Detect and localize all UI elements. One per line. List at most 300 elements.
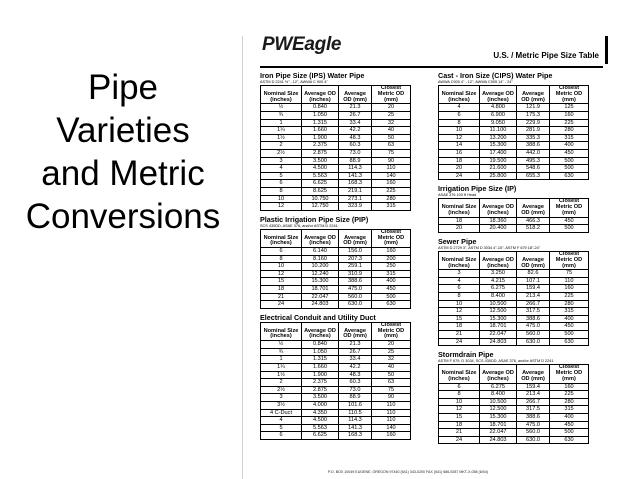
- table-cell: 168.3: [339, 180, 372, 188]
- table-cell: ¾: [261, 111, 302, 119]
- table-row: [439, 315, 589, 323]
- table-cell: 8: [439, 293, 480, 301]
- column-header: Closest Metric OD (mm): [550, 365, 589, 383]
- table-cell: 273.1: [339, 195, 372, 203]
- table-cell: 114.3: [339, 417, 372, 425]
- table-cell: 3: [261, 157, 302, 165]
- slide-title-line: and Metric: [41, 154, 205, 193]
- section-standard: ASTM D 2729 3", ASTM D 3034 4"-15", ASTM F 679 18"-24": [438, 245, 541, 250]
- table-cell: 75: [372, 149, 411, 157]
- table-cell: 10.200: [302, 263, 339, 271]
- pipe-size-table: [438, 85, 589, 180]
- table-row: [261, 301, 411, 309]
- table-cell: 9.050: [480, 119, 517, 127]
- table-cell: 3: [439, 270, 480, 278]
- table-cell: 101.6: [339, 401, 372, 409]
- table-row: [261, 180, 411, 188]
- table-row: [439, 127, 589, 135]
- table-cell: 225: [372, 187, 411, 195]
- table-cell: 22.047: [302, 293, 339, 301]
- table-cell: 0.840: [302, 104, 339, 112]
- table-cell: 110: [550, 277, 589, 285]
- table-cell: 168.3: [339, 432, 372, 440]
- table-cell: 15.300: [480, 414, 517, 422]
- table-cell: 1: [261, 356, 302, 364]
- table-cell: 88.9: [339, 394, 372, 402]
- table-cell: 4: [439, 277, 480, 285]
- table-row: [439, 172, 589, 180]
- column-header: Closest Metric OD (mm): [372, 229, 411, 247]
- column-header: Average OD (mm): [517, 251, 550, 269]
- table-cell: 213.4: [517, 293, 550, 301]
- table-cell: 160: [372, 180, 411, 188]
- table-cell: 10.500: [480, 398, 517, 406]
- slide-title-line: Conversions: [25, 197, 221, 236]
- table-cell: 0.840: [302, 341, 339, 349]
- table-row: [261, 394, 411, 402]
- table-cell: 388.6: [517, 414, 550, 422]
- table-cell: 2½: [261, 149, 302, 157]
- table-cell: 5: [261, 172, 302, 180]
- table-row: [261, 348, 411, 356]
- column-header: Closest Metric OD (mm): [550, 251, 589, 269]
- table-cell: 24: [439, 436, 480, 444]
- table-cell: 73.0: [339, 149, 372, 157]
- table-row: [261, 278, 411, 286]
- table-row: [439, 142, 589, 150]
- table-cell: 4: [261, 417, 302, 425]
- table-cell: 2½: [261, 386, 302, 394]
- document-subtitle: U.S. / Metric Pipe Size Table: [493, 51, 599, 60]
- table-cell: 1: [261, 119, 302, 127]
- table-cell: 310.9: [339, 270, 372, 278]
- column-header: Average OD (mm): [517, 199, 550, 217]
- table-cell: 21.600: [480, 165, 517, 173]
- table-cell: 11.100: [480, 127, 517, 135]
- table-cell: 10: [439, 398, 480, 406]
- table-cell: 500: [550, 225, 589, 233]
- table-cell: 4 C-Duct: [261, 409, 302, 417]
- section: [438, 72, 610, 180]
- table-cell: 20.400: [480, 225, 517, 233]
- table-cell: 6.900: [480, 111, 517, 119]
- table-cell: 225: [550, 119, 589, 127]
- table-row: [439, 414, 589, 422]
- section-standard: ASTM F 679, D 3034, SCS 430DD, ASAE 376, and/or ASTM D 2241: [438, 359, 554, 364]
- table-cell: 10: [261, 195, 302, 203]
- table-cell: 12: [261, 203, 302, 211]
- table-cell: ½: [261, 104, 302, 112]
- table-cell: 6: [439, 383, 480, 391]
- table-cell: 20: [372, 104, 411, 112]
- table-cell: 10: [261, 263, 302, 271]
- table-cell: 110: [372, 165, 411, 173]
- table-row: [439, 429, 589, 437]
- table-cell: 24.803: [480, 338, 517, 346]
- column-header: Nominal Size (inches): [439, 251, 480, 269]
- table-row: [439, 293, 589, 301]
- table-cell: 13.200: [480, 134, 517, 142]
- table-cell: 655.3: [517, 172, 550, 180]
- table-header-row: [439, 199, 589, 217]
- table-cell: 315: [372, 203, 411, 211]
- table-cell: 60.3: [339, 379, 372, 387]
- table-row: [261, 248, 411, 256]
- section: [438, 185, 610, 233]
- table-cell: 6.625: [302, 432, 339, 440]
- section: [438, 351, 610, 444]
- table-cell: 6.275: [480, 383, 517, 391]
- table-cell: 280: [372, 195, 411, 203]
- table-row: [261, 432, 411, 440]
- column-header: Closest Metric OD (mm): [372, 322, 411, 340]
- table-row: [261, 203, 411, 211]
- table-cell: 518.2: [517, 225, 550, 233]
- table-cell: 110: [372, 417, 411, 425]
- table-row: [261, 341, 411, 349]
- table-cell: 450: [372, 286, 411, 294]
- section-title: Sewer Pipe: [438, 236, 477, 246]
- table-row: [439, 406, 589, 414]
- table-cell: 281.9: [517, 127, 550, 135]
- table-cell: 560.0: [517, 331, 550, 339]
- table-cell: 280: [550, 398, 589, 406]
- table-cell: 125: [550, 104, 589, 112]
- table-cell: 4.215: [480, 277, 517, 285]
- table-cell: 8.400: [480, 391, 517, 399]
- table-cell: 160: [550, 285, 589, 293]
- table-cell: 63: [372, 142, 411, 150]
- table-cell: 2.875: [302, 149, 339, 157]
- column-header: Average OD (inches): [480, 251, 517, 269]
- table-row: [439, 165, 589, 173]
- table-row: [439, 436, 589, 444]
- table-cell: 40: [372, 364, 411, 372]
- table-cell: 207.3: [339, 255, 372, 263]
- table-cell: 24: [261, 301, 302, 309]
- table-cell: 500: [550, 331, 589, 339]
- table-cell: 60.3: [339, 142, 372, 150]
- pipe-size-table: [438, 364, 589, 444]
- table-row: [261, 263, 411, 271]
- table-row: [439, 391, 589, 399]
- table-cell: 1¼: [261, 364, 302, 372]
- column-header: Average OD (inches): [302, 86, 339, 104]
- table-cell: 2.875: [302, 386, 339, 394]
- table-cell: 33.4: [339, 119, 372, 127]
- table-row: [439, 119, 589, 127]
- table-cell: 280: [550, 300, 589, 308]
- table-cell: 6: [261, 180, 302, 188]
- table-header-row: [261, 229, 411, 247]
- section-title: Stormdrain Pipe: [438, 350, 494, 360]
- table-row: [261, 293, 411, 301]
- section-title: Cast - Iron Size (CIPS) Water Pipe: [438, 71, 553, 80]
- table-row: [261, 401, 411, 409]
- table-cell: 450: [550, 421, 589, 429]
- table-cell: 159.4: [517, 383, 550, 391]
- table-cell: 20: [372, 341, 411, 349]
- section-standard: ASTM D 2241 ½" - 12", AWWA C 900 4": [260, 80, 328, 84]
- table-cell: 90: [372, 394, 411, 402]
- table-cell: 229.9: [517, 119, 550, 127]
- table-row: [261, 386, 411, 394]
- left-column: [260, 72, 432, 445]
- table-cell: 8.625: [302, 187, 339, 195]
- table-row: [439, 157, 589, 165]
- table-cell: 317.5: [517, 308, 550, 316]
- table-cell: 495.3: [517, 157, 550, 165]
- table-row: [439, 331, 589, 339]
- column-header: Average OD (inches): [480, 365, 517, 383]
- table-row: [439, 338, 589, 346]
- pipe-size-table: [260, 322, 411, 440]
- column-header: Average OD (mm): [517, 86, 550, 104]
- table-cell: 24.803: [302, 301, 339, 309]
- table-cell: 18: [439, 157, 480, 165]
- table-row: [261, 379, 411, 387]
- table-cell: 10.750: [302, 195, 339, 203]
- table-cell: 219.1: [339, 187, 372, 195]
- table-cell: 160: [372, 432, 411, 440]
- table-cell: 12.240: [302, 270, 339, 278]
- table-cell: 450: [550, 149, 589, 157]
- table-row: [439, 277, 589, 285]
- table-cell: 500: [550, 157, 589, 165]
- table-cell: 160: [550, 383, 589, 391]
- table-cell: 560.0: [339, 293, 372, 301]
- table-cell: 12.500: [480, 406, 517, 414]
- table-cell: 88.9: [339, 157, 372, 165]
- table-cell: 18: [439, 421, 480, 429]
- column-header: Average OD (mm): [339, 86, 372, 104]
- table-cell: 213.4: [517, 391, 550, 399]
- table-cell: 107.1: [517, 277, 550, 285]
- table-cell: 4: [439, 104, 480, 112]
- table-cell: 4.500: [302, 165, 339, 173]
- table-cell: 315: [550, 134, 589, 142]
- table-cell: 400: [550, 414, 589, 422]
- table-cell: 259.1: [339, 263, 372, 271]
- table-cell: 159.4: [517, 285, 550, 293]
- table-cell: 6.625: [302, 180, 339, 188]
- table-cell: 475.0: [339, 286, 372, 294]
- table-cell: 388.6: [517, 142, 550, 150]
- table-cell: 2: [261, 379, 302, 387]
- section-standard: ASAE 376 100 ft Head: [438, 193, 477, 198]
- table-row: [261, 127, 411, 135]
- table-cell: 15: [261, 278, 302, 286]
- table-cell: 225: [550, 293, 589, 301]
- table-cell: 25: [372, 348, 411, 356]
- table-cell: 18.360: [480, 217, 517, 225]
- table-cell: 6: [439, 111, 480, 119]
- table-cell: 12: [439, 134, 480, 142]
- table-cell: 20: [439, 165, 480, 173]
- table-cell: 40: [372, 127, 411, 135]
- table-row: [439, 383, 589, 391]
- section: [438, 238, 610, 346]
- table-cell: 15.300: [480, 315, 517, 323]
- table-cell: 10: [439, 127, 480, 135]
- table-cell: 21.3: [339, 104, 372, 112]
- table-cell: 26.7: [339, 348, 372, 356]
- right-column: [438, 72, 610, 449]
- section-title: Electrical Conduit and Utility Duct: [260, 312, 376, 322]
- table-cell: 63: [372, 379, 411, 387]
- table-cell: 8: [261, 187, 302, 195]
- table-cell: 4: [261, 165, 302, 173]
- table-cell: 156.0: [339, 248, 372, 256]
- table-cell: 18.701: [480, 421, 517, 429]
- table-row: [439, 134, 589, 142]
- table-cell: 12: [439, 308, 480, 316]
- table-row: [439, 285, 589, 293]
- table-cell: 15: [439, 315, 480, 323]
- table-cell: 21: [261, 293, 302, 301]
- table-row: [439, 421, 589, 429]
- table-cell: 2: [261, 142, 302, 150]
- table-cell: 110: [372, 401, 411, 409]
- table-row: [439, 323, 589, 331]
- table-row: [261, 157, 411, 165]
- table-cell: 12: [261, 270, 302, 278]
- table-cell: 1½: [261, 371, 302, 379]
- table-row: [439, 217, 589, 225]
- table-cell: 75: [372, 386, 411, 394]
- table-cell: 19.500: [480, 157, 517, 165]
- table-cell: 15.300: [302, 278, 339, 286]
- table-cell: 4.000: [302, 401, 339, 409]
- table-cell: 3.250: [480, 270, 517, 278]
- table-cell: 175.3: [517, 111, 550, 119]
- table-cell: 10.500: [480, 300, 517, 308]
- column-header: Closest Metric OD (mm): [550, 199, 589, 217]
- section-standard: SCS 430DD, ASAE 376, and/or ASTM D 2241: [260, 223, 338, 228]
- slide-title-line: Pipe: [87, 68, 159, 107]
- table-cell: 266.7: [517, 300, 550, 308]
- table-header-row: [439, 365, 589, 383]
- table-cell: 110: [372, 409, 411, 417]
- table-cell: 25.800: [480, 172, 517, 180]
- table-cell: 6.275: [480, 285, 517, 293]
- table-row: [261, 165, 411, 173]
- table-cell: 140: [372, 172, 411, 180]
- table-cell: 21: [439, 331, 480, 339]
- table-row: [439, 104, 589, 112]
- table-cell: 10: [439, 300, 480, 308]
- section-title: Plastic Irrigation Pipe Size (PIP): [260, 214, 369, 224]
- section: [260, 216, 432, 309]
- column-header: Nominal Size (inches): [439, 365, 480, 383]
- table-cell: 21: [439, 429, 480, 437]
- table-cell: 388.6: [339, 278, 372, 286]
- table-cell: 500: [550, 165, 589, 173]
- table-cell: 12: [439, 406, 480, 414]
- table-cell: 630: [550, 338, 589, 346]
- table-cell: 12.750: [302, 203, 339, 211]
- table-cell: 15: [439, 414, 480, 422]
- table-cell: 450: [550, 323, 589, 331]
- table-cell: 26.7: [339, 111, 372, 119]
- table-row: [261, 172, 411, 180]
- table-cell: ½: [261, 341, 302, 349]
- column-header: Average OD (inches): [302, 229, 339, 247]
- table-cell: 110.5: [339, 409, 372, 417]
- table-cell: 400: [372, 278, 411, 286]
- table-cell: 630.0: [517, 338, 550, 346]
- column-header: Average OD (inches): [480, 199, 517, 217]
- table-cell: 18: [439, 217, 480, 225]
- table-row: [439, 149, 589, 157]
- pipe-size-document: [250, 28, 612, 479]
- table-cell: 5: [261, 424, 302, 432]
- table-cell: 1¼: [261, 127, 302, 135]
- table-row: [261, 286, 411, 294]
- table-cell: 250: [372, 263, 411, 271]
- table-cell: 1½: [261, 134, 302, 142]
- table-row: [261, 424, 411, 432]
- table-header-row: [261, 86, 411, 104]
- table-row: [261, 142, 411, 150]
- table-row: [439, 225, 589, 233]
- table-cell: 400: [550, 142, 589, 150]
- table-cell: 16: [439, 149, 480, 157]
- table-row: [439, 111, 589, 119]
- table-cell: 114.3: [339, 165, 372, 173]
- table-cell: 140: [372, 424, 411, 432]
- table-cell: 18: [261, 286, 302, 294]
- table-cell: 315: [550, 406, 589, 414]
- table-cell: 18: [439, 323, 480, 331]
- table-cell: 20: [439, 225, 480, 233]
- table-cell: 6: [261, 248, 302, 256]
- table-cell: 475.0: [517, 421, 550, 429]
- table-row: [261, 409, 411, 417]
- table-cell: 630: [550, 172, 589, 180]
- table-cell: 1.660: [302, 364, 339, 372]
- table-cell: 22.047: [480, 429, 517, 437]
- section: [260, 72, 432, 211]
- table-cell: 442.0: [517, 149, 550, 157]
- table-cell: 4.350: [302, 409, 339, 417]
- table-cell: 24.803: [480, 436, 517, 444]
- table-cell: 3.500: [302, 394, 339, 402]
- table-cell: 33.4: [339, 356, 372, 364]
- table-cell: 2.375: [302, 379, 339, 387]
- table-cell: 6: [439, 285, 480, 293]
- table-cell: 25: [372, 111, 411, 119]
- section-title: Iron Pipe Size (IPS) Water Pipe: [260, 71, 365, 80]
- table-cell: 3½: [261, 401, 302, 409]
- table-cell: 141.3: [339, 424, 372, 432]
- table-cell: 466.3: [517, 217, 550, 225]
- table-cell: 450: [550, 217, 589, 225]
- table-row: [439, 398, 589, 406]
- table-cell: 280: [550, 127, 589, 135]
- table-row: [261, 187, 411, 195]
- table-cell: 500: [372, 293, 411, 301]
- table-row: [261, 270, 411, 278]
- table-cell: 1.900: [302, 371, 339, 379]
- table-cell: 8: [439, 119, 480, 127]
- table-cell: 160: [550, 111, 589, 119]
- column-header: Nominal Size (inches): [261, 86, 302, 104]
- table-cell: 335.3: [517, 134, 550, 142]
- table-cell: 1.900: [302, 134, 339, 142]
- table-cell: 15.300: [480, 142, 517, 150]
- slide-title: [14, 66, 232, 238]
